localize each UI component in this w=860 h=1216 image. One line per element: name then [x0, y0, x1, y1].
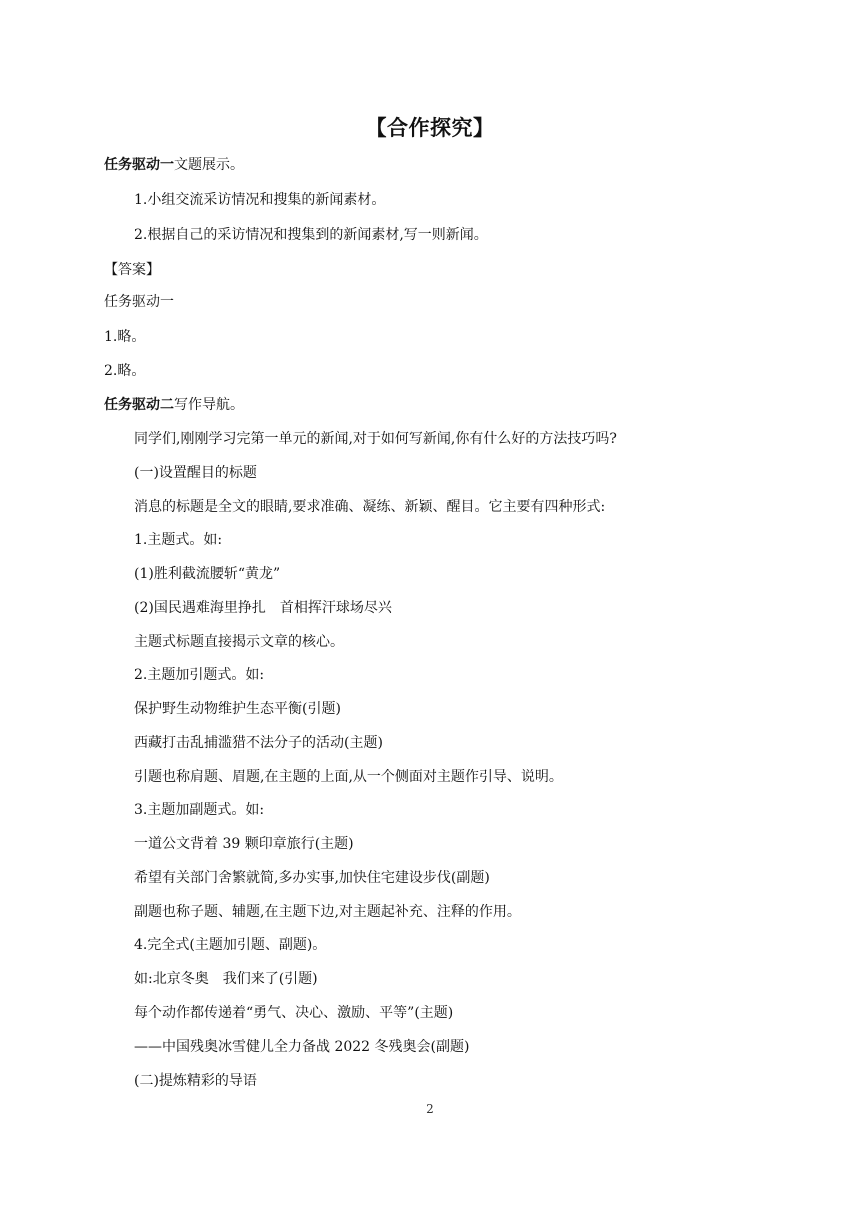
body-line: 西藏打击乱捕滥猎不法分子的活动(主题): [134, 735, 383, 751]
body-line: (一)设置醒目的标题: [134, 465, 257, 481]
body-line: 主题式标题直接揭示文章的核心。: [134, 634, 344, 650]
body-line: 消息的标题是全文的眼睛,要求准确、凝练、新颖、醒目。它主要有四种形式:: [134, 499, 606, 515]
body-line: 引题也称肩题、眉题,在主题的上面,从一个侧面对主题作引导、说明。: [134, 769, 563, 785]
section-title: 【合作探究】: [365, 116, 495, 140]
body-line: (二)提炼精彩的导语: [134, 1073, 257, 1089]
answer-item: 1.略。: [104, 329, 146, 345]
task1-heading: [104, 155, 244, 175]
answer-task-name: 任务驱动一: [104, 294, 174, 310]
body-line: 如:北京冬奥 我们来了(引题): [134, 971, 318, 987]
body-line: 保护野生动物维护生态平衡(引题): [134, 701, 341, 717]
body-line: 每个动作都传递着“勇气、决心、激励、平等”(主题): [134, 1005, 454, 1021]
body-line: ——中国残奥冰雪健儿全力备战 2022 冬残奥会(副题): [134, 1039, 470, 1055]
task2-text: 写作导航。: [174, 397, 244, 413]
task1-item: 1.小组交流采访情况和搜集的新闻素材。: [134, 192, 386, 208]
body-line: 1.主题式。如:: [134, 532, 223, 548]
body-line: 同学们,刚刚学习完第一单元的新闻,对于如何写新闻,你有什么好的方法技巧吗?: [134, 431, 617, 447]
task2-heading: [104, 395, 244, 415]
task1-label: 任务驱动一: [104, 157, 174, 173]
answer-item: 2.略。: [104, 363, 146, 379]
task2-label: 任务驱动二: [104, 397, 174, 413]
page-number: 2: [426, 1102, 434, 1116]
body-line: 副题也称子题、辅题,在主题下边,对主题起补充、注释的作用。: [134, 904, 521, 920]
body-line: 3.主题加副题式。如:: [134, 802, 265, 818]
body-line: 希望有关部门舍繁就简,多办实事,加快住宅建设步伐(副题): [134, 870, 490, 886]
body-line: 一道公文背着 39 颗印章旅行(主题): [134, 836, 354, 852]
body-line: (1)胜利截流腰斩“黄龙”: [134, 566, 281, 582]
task1-item: 2.根据自己的采访情况和搜集到的新闻素材,写一则新闻。: [134, 227, 488, 243]
body-line: (2)国民遇难海里挣扎 首相挥汗球场尽兴: [134, 600, 392, 616]
answer-label: 【答案】: [104, 262, 160, 278]
body-line: 2.主题加引题式。如:: [134, 667, 265, 683]
task1-text: 文题展示。: [174, 157, 244, 173]
body-line: 4.完全式(主题加引题、副题)。: [134, 937, 327, 953]
